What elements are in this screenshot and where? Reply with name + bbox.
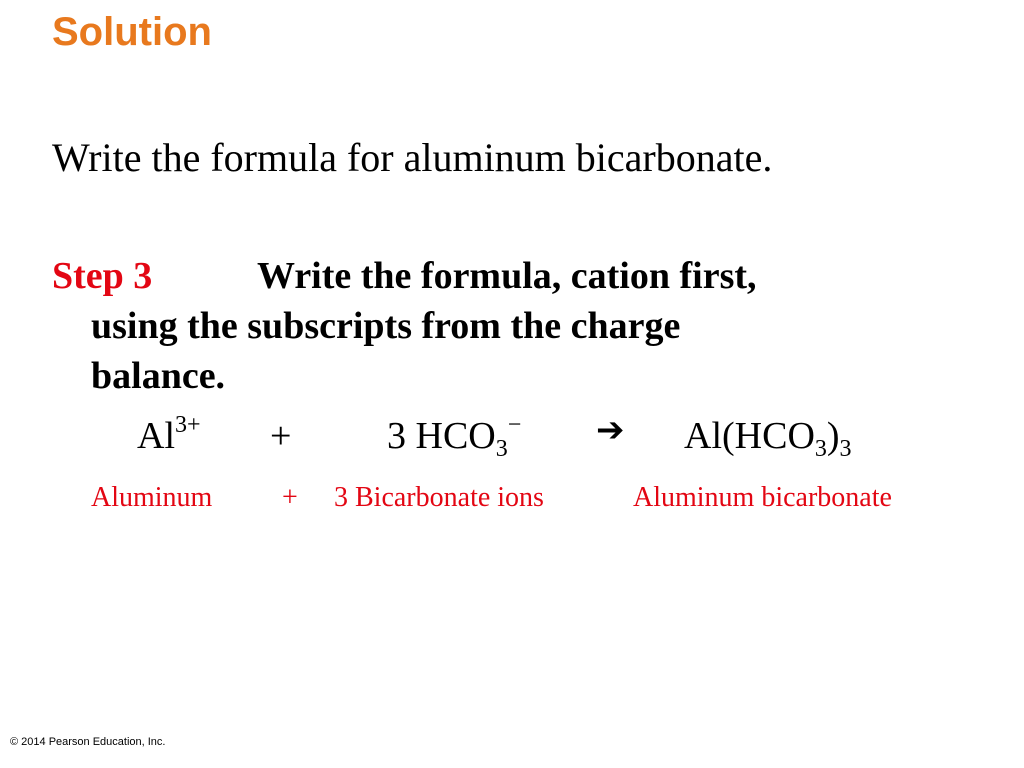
cation-formula — [137, 414, 201, 458]
anion-charge: − — [507, 412, 522, 438]
cation-charge: 3+ — [175, 412, 201, 438]
cation-name-label: Aluminum — [91, 482, 213, 513]
product-close: ) — [826, 415, 840, 457]
step-instruction-line-2: using the subscripts from the charge — [91, 305, 681, 347]
step-label: Step 3 — [52, 255, 153, 297]
question-text: Write the formula for aluminum bicarbonate. — [52, 135, 773, 180]
step-instruction-line-3: balance. — [91, 355, 226, 397]
anion-prefix: 3 HCO — [387, 415, 496, 457]
product-outer-subscript: 3 — [839, 436, 852, 462]
copyright-notice: © 2014 Pearson Education, Inc. — [10, 736, 166, 748]
slide-title: Solution — [52, 10, 212, 54]
anion-subscript: 3 — [495, 436, 508, 462]
product-prefix: Al(HCO — [684, 415, 815, 457]
anion-name-label: 3 Bicarbonate ions — [334, 482, 544, 513]
anion-formula — [387, 412, 522, 462]
equation-plus: + — [270, 415, 292, 457]
product-formula — [684, 414, 852, 462]
names-plus: + — [282, 482, 298, 513]
cation-symbol: Al — [137, 415, 175, 457]
step-instruction-line-1: Write the formula, cation first, — [257, 255, 757, 297]
product-name-label: Aluminum bicarbonate — [633, 482, 892, 513]
reaction-arrow-icon: ➔ — [596, 410, 625, 450]
product-inner-subscript: 3 — [814, 436, 827, 462]
